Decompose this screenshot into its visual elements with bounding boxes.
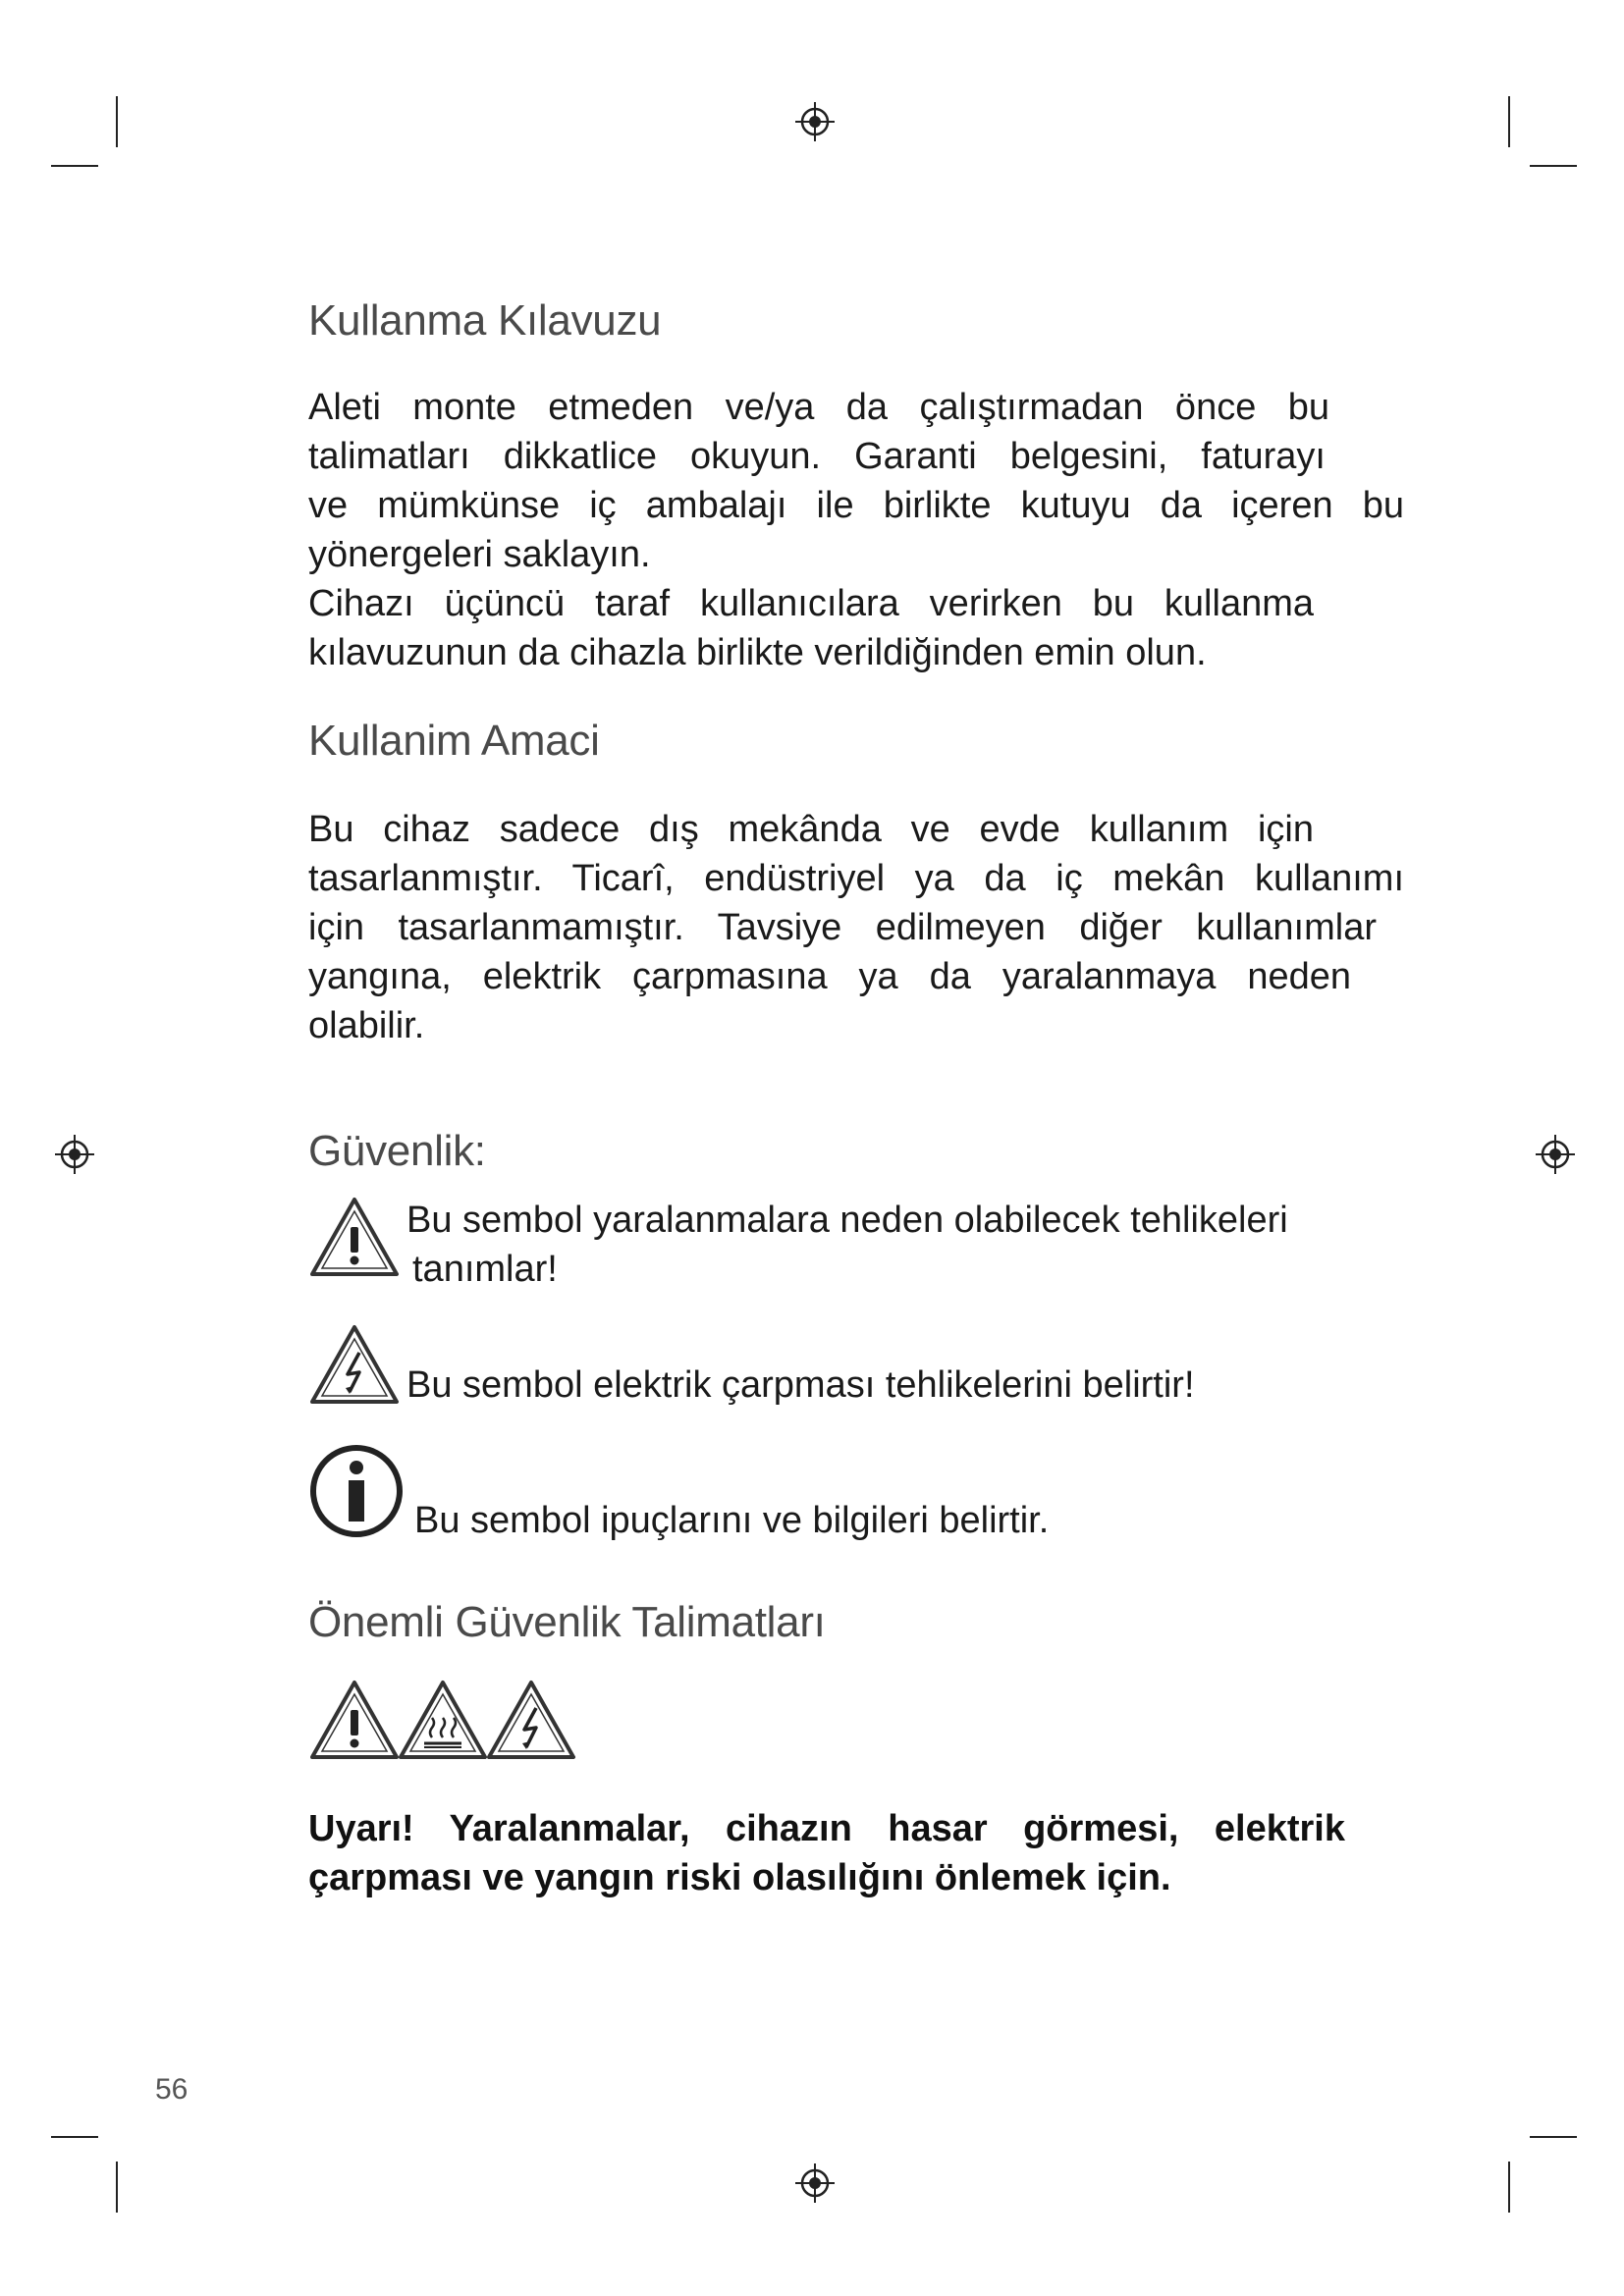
paragraph-line: olabilir. xyxy=(308,1005,425,1046)
manual-paragraph xyxy=(308,383,1404,677)
paragraph-line: Aleti monte etmeden ve/ya da çalıştırmadan önce bu xyxy=(308,387,1329,428)
section-title-purpose: Kullanim Amaci xyxy=(308,717,600,765)
crop-mark xyxy=(1508,96,1510,147)
section-title-manual: Kullanma Kılavuzu xyxy=(308,296,662,345)
info-icon xyxy=(308,1443,405,1539)
symbol-description xyxy=(406,1196,1288,1294)
page-number: 56 xyxy=(155,2073,189,2106)
symbol-text-line: Bu sembol ipuçlarını ve bilgileri belirtir. xyxy=(414,1500,1050,1541)
warning-exclamation-icon xyxy=(308,1196,401,1278)
crop-mark xyxy=(1530,165,1577,167)
symbol-text-line: tanımlar! xyxy=(412,1249,558,1290)
paragraph-line: talimatları dikkatlice okuyun. Garanti belgesini, faturayı xyxy=(308,436,1326,477)
purpose-paragraph xyxy=(308,805,1404,1050)
section-title-safety: Güvenlik: xyxy=(308,1127,486,1175)
paragraph-line: Bu cihaz sadece dış mekânda ve evde kullanım için xyxy=(308,809,1314,850)
paragraph-line: Cihazı üçüncü taraf kullanıcılara verirken bu kullanma xyxy=(308,583,1314,624)
warning-line: Uyarı! Yaralanmalar, cihazın hasar görmesi, elektrik xyxy=(308,1808,1345,1849)
paragraph-line: ve mümkünse iç ambalajı ile birlikte kutuyu da içeren bu xyxy=(308,485,1404,526)
registration-mark-icon xyxy=(793,2162,837,2205)
registration-mark-icon xyxy=(1534,1133,1577,1176)
paragraph-line: yönergeleri saklayın. xyxy=(308,534,651,575)
crop-mark xyxy=(1530,2136,1577,2138)
warning-exclamation-icon xyxy=(308,1679,401,1761)
symbol-description xyxy=(414,1496,1049,1545)
warning-paragraph xyxy=(308,1804,1345,1902)
symbol-text-line: Bu sembol yaralanmalara neden olabilecek tehlikeleri xyxy=(406,1200,1288,1241)
electric-shock-warning-icon xyxy=(485,1679,577,1761)
paragraph-line: yangına, elektrik çarpmasına ya da yaralanmaya neden xyxy=(308,956,1351,997)
crop-mark xyxy=(1508,2162,1510,2213)
crop-mark xyxy=(116,96,118,147)
warning-line: çarpması ve yangın riski olasılığını önlemek için. xyxy=(308,1857,1171,1898)
paragraph-line: tasarlanmıştır. Ticarî, endüstriyel ya da iç mekân kullanımı xyxy=(308,858,1404,899)
registration-mark-icon xyxy=(53,1133,96,1176)
symbol-description xyxy=(406,1361,1195,1410)
paragraph-line: kılavuzunun da cihazla birlikte verildiğinden emin olun. xyxy=(308,632,1207,673)
electric-shock-warning-icon xyxy=(308,1323,401,1406)
crop-mark xyxy=(51,2136,98,2138)
hot-surface-warning-icon xyxy=(397,1679,489,1761)
crop-mark xyxy=(51,165,98,167)
paragraph-line: için tasarlanmamıştır. Tavsiye edilmeyen diğer kullanımlar xyxy=(308,907,1377,948)
section-title-important: Önemli Güvenlik Talimatları xyxy=(308,1598,826,1646)
crop-mark xyxy=(116,2162,118,2213)
registration-mark-icon xyxy=(793,100,837,143)
symbol-text-line: Bu sembol elektrik çarpması tehlikelerini belirtir! xyxy=(406,1364,1195,1406)
